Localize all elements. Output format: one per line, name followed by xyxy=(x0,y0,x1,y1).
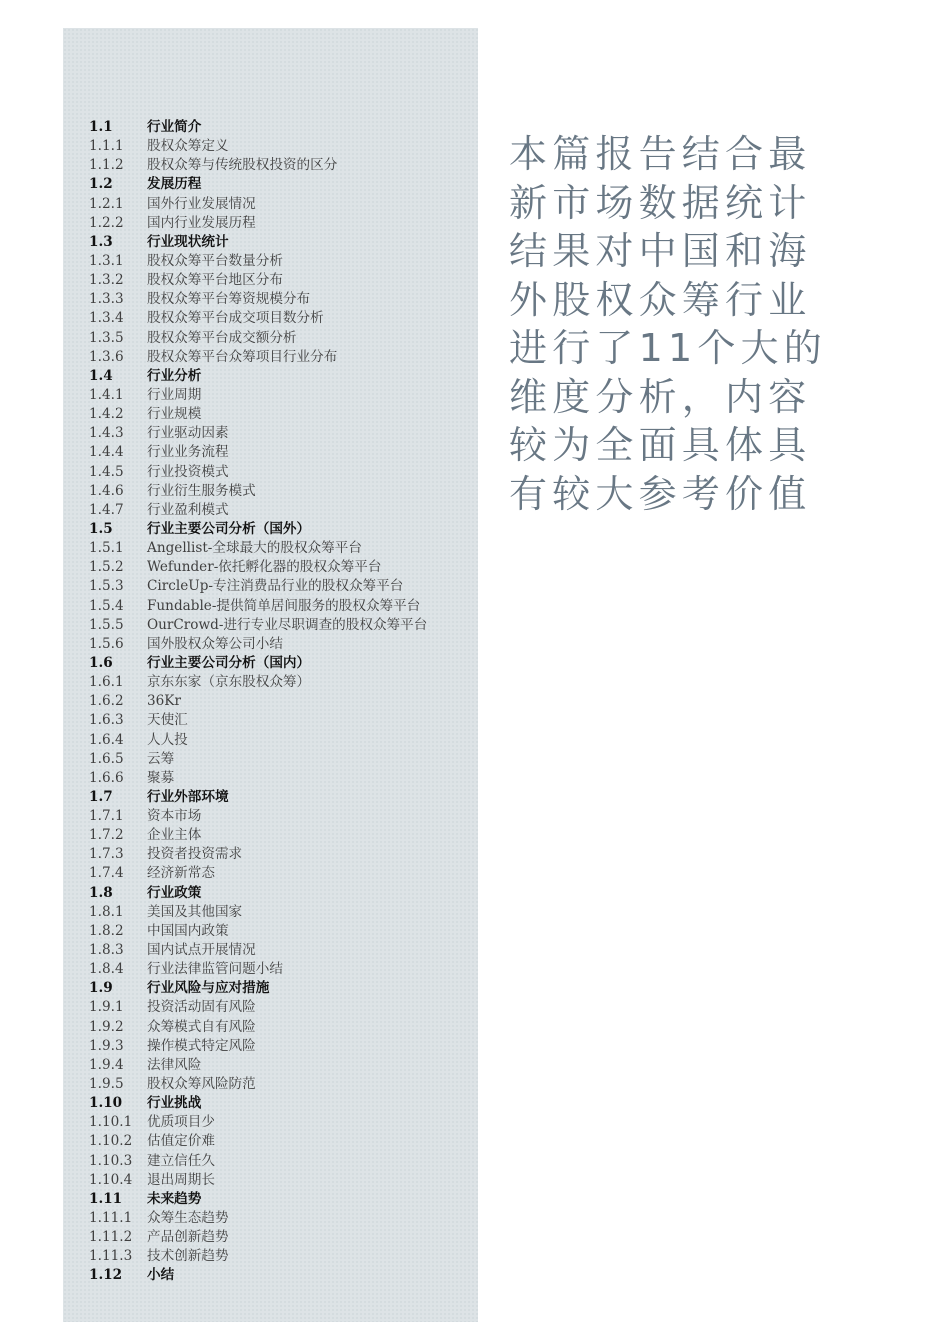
toc-entry-number: 1.4.3 xyxy=(89,425,124,442)
toc-entry-title: 行业主要公司分析（国内） xyxy=(147,654,311,671)
toc-entry xyxy=(89,195,474,214)
toc-entry-title: 投资者投资需求 xyxy=(147,846,243,863)
toc-entry xyxy=(89,137,474,156)
toc-section-heading xyxy=(89,1094,474,1113)
toc-entry xyxy=(89,424,474,443)
toc-entry-title: 企业主体 xyxy=(147,827,202,844)
toc-entry-number: 1.5.3 xyxy=(89,578,124,595)
toc-entry-number: 1.5.2 xyxy=(89,559,124,576)
toc-entry-number: 1.10.4 xyxy=(89,1171,133,1188)
toc-entry-title: 股权众筹平台筹资规模分布 xyxy=(147,291,311,308)
toc-entry-number: 1.6.4 xyxy=(89,731,124,748)
toc-entry-title: 优质项目少 xyxy=(147,1114,215,1131)
toc-entry-title: 云筹 xyxy=(147,750,175,767)
toc-entry-title: 行业驱动因素 xyxy=(147,425,229,442)
toc-entry-title: 股权众筹风险防范 xyxy=(147,1076,256,1093)
toc-entry-number: 1.3 xyxy=(89,233,113,250)
toc-entry xyxy=(89,692,474,711)
toc-entry xyxy=(89,558,474,577)
toc-entry-title: OurCrowd-进行专业尽职调查的股权众筹平台 xyxy=(147,616,428,633)
toc-entry xyxy=(89,731,474,750)
toc-entry xyxy=(89,597,474,616)
toc-entry-number: 1.4.5 xyxy=(89,463,124,480)
toc-entry-title: 投资活动固有风险 xyxy=(147,999,256,1016)
toc-entry xyxy=(89,1152,474,1171)
toc-entry-title: 行业外部环境 xyxy=(147,788,229,805)
toc-section-heading xyxy=(89,175,474,194)
toc-entry xyxy=(89,673,474,692)
toc-entry-number: 1.9.3 xyxy=(89,1037,124,1054)
toc-entry xyxy=(89,271,474,290)
toc-entry xyxy=(89,922,474,941)
toc-entry-number: 1.5.6 xyxy=(89,635,124,652)
toc-entry-number: 1.8.2 xyxy=(89,922,124,939)
toc-entry-title: 聚募 xyxy=(147,769,175,786)
toc-entry xyxy=(89,539,474,558)
toc-entry-number: 1.2.1 xyxy=(89,195,124,212)
toc-entry xyxy=(89,769,474,788)
toc-entry xyxy=(89,960,474,979)
toc-entry-number: 1.7.2 xyxy=(89,827,124,844)
toc-entry-number: 1.5 xyxy=(89,520,113,537)
toc-entry-title: 发展历程 xyxy=(147,176,202,193)
toc-entry-title: 人人投 xyxy=(147,731,188,748)
toc-entry xyxy=(89,1247,474,1266)
toc-entry-number: 1.4.4 xyxy=(89,444,124,461)
toc-entry-title: 未来趋势 xyxy=(147,1190,202,1207)
toc-section-heading xyxy=(89,233,474,252)
toc-section-heading xyxy=(89,884,474,903)
toc-entry-title: 行业分析 xyxy=(147,367,202,384)
toc-entry-number: 1.4.1 xyxy=(89,386,124,403)
toc-entry-number: 1.7 xyxy=(89,788,113,805)
report-summary: 本篇报告结合最新市场数据统计结果对中国和海外股权众筹行业进行了11个大的维度分析，内容较为全面具体具有较大参考价值 xyxy=(509,132,827,516)
toc-entry-title: 美国及其他国家 xyxy=(147,903,243,920)
toc-entry xyxy=(89,329,474,348)
toc-entry-title: 国外行业发展情况 xyxy=(147,195,256,212)
toc-entry-number: 1.7.4 xyxy=(89,865,124,882)
toc-entry-number: 1.9.2 xyxy=(89,1018,124,1035)
toc-entry-number: 1.9.5 xyxy=(89,1076,124,1093)
toc-entry-title: 股权众筹定义 xyxy=(147,138,229,155)
toc-entry xyxy=(89,1228,474,1247)
toc-entry-title: 行业主要公司分析（国外） xyxy=(147,520,311,537)
toc-entry-title: 行业投资模式 xyxy=(147,463,229,480)
toc-entry-number: 1.8.1 xyxy=(89,903,124,920)
toc-entry xyxy=(89,405,474,424)
toc-entry-title: 股权众筹平台地区分布 xyxy=(147,272,283,289)
toc-entry-title: 行业衍生服务模式 xyxy=(147,482,256,499)
toc-entry-number: 1.2.2 xyxy=(89,214,124,231)
toc-entry xyxy=(89,941,474,960)
toc-entry-title: 行业现状统计 xyxy=(147,233,229,250)
toc-entry-number: 1.10.3 xyxy=(89,1152,133,1169)
toc-entry-title: 行业法律监管问题小结 xyxy=(147,961,283,978)
toc-entry xyxy=(89,577,474,596)
toc-entry xyxy=(89,1018,474,1037)
toc-entry-number: 1.6.1 xyxy=(89,674,124,691)
toc-entry-title: 股权众筹平台数量分析 xyxy=(147,252,283,269)
toc-entry-title: 京东东家（京东股权众筹） xyxy=(147,674,311,691)
toc-entry-title: 产品创新趋势 xyxy=(147,1229,229,1246)
table-of-contents xyxy=(89,118,474,1286)
toc-entry-number: 1.5.1 xyxy=(89,540,124,557)
toc-entry-title: 股权众筹平台众筹项目行业分布 xyxy=(147,348,338,365)
toc-entry-number: 1.3.1 xyxy=(89,252,124,269)
toc-entry-title: 行业简介 xyxy=(147,119,202,135)
toc-entry-number: 1.3.2 xyxy=(89,272,124,289)
toc-entry xyxy=(89,807,474,826)
toc-entry-number: 1.4 xyxy=(89,367,113,384)
toc-section-heading xyxy=(89,520,474,539)
toc-entry-number: 1.1.2 xyxy=(89,157,124,174)
toc-entry xyxy=(89,711,474,730)
toc-entry xyxy=(89,1075,474,1094)
toc-entry xyxy=(89,903,474,922)
toc-entry-title: Fundable-提供简单居间服务的股权众筹平台 xyxy=(147,597,421,614)
toc-entry-title: Wefunder-依托孵化器的股权众筹平台 xyxy=(147,559,382,576)
toc-section-heading xyxy=(89,1190,474,1209)
toc-entry xyxy=(89,501,474,520)
toc-entry xyxy=(89,214,474,233)
toc-entry-number: 1.6.5 xyxy=(89,750,124,767)
toc-entry-title: 建立信任久 xyxy=(147,1152,215,1169)
toc-entry-number: 1.4.6 xyxy=(89,482,124,499)
toc-entry-number: 1.4.7 xyxy=(89,501,124,518)
toc-entry-title: 股权众筹平台成交项目数分析 xyxy=(147,310,324,327)
toc-entry-number: 1.9 xyxy=(89,980,113,997)
toc-entry-number: 1.7.1 xyxy=(89,808,124,825)
toc-entry-number: 1.3.5 xyxy=(89,329,124,346)
toc-entry-number: 1.1.1 xyxy=(89,138,124,155)
toc-entry xyxy=(89,1132,474,1151)
toc-entry-title: 行业挑战 xyxy=(147,1095,202,1112)
toc-entry-title: 行业风险与应对措施 xyxy=(147,980,270,997)
toc-entry xyxy=(89,386,474,405)
toc-entry xyxy=(89,309,474,328)
toc-section-heading xyxy=(89,654,474,673)
toc-entry-number: 1.6 xyxy=(89,654,113,671)
toc-section-heading xyxy=(89,367,474,386)
toc-entry-number: 1.11.3 xyxy=(89,1248,133,1265)
toc-entry-title: 国外股权众筹公司小结 xyxy=(147,635,283,652)
toc-entry xyxy=(89,864,474,883)
toc-entry-number: 1.2 xyxy=(89,176,113,193)
toc-entry-number: 1.12 xyxy=(89,1267,123,1284)
toc-entry-title: 行业周期 xyxy=(147,386,202,403)
toc-entry-title: 天使汇 xyxy=(147,712,188,729)
toc-entry-number: 1.10.2 xyxy=(89,1133,133,1150)
toc-entry xyxy=(89,463,474,482)
toc-section-heading xyxy=(89,1266,474,1285)
toc-entry-title: 技术创新趋势 xyxy=(147,1248,229,1265)
toc-entry xyxy=(89,998,474,1017)
toc-entry-number: 1.4.2 xyxy=(89,406,124,423)
toc-entry-title: 行业规模 xyxy=(147,406,202,423)
toc-entry-title: 股权众筹与传统股权投资的区分 xyxy=(147,157,338,174)
toc-entry-title: 估值定价难 xyxy=(147,1133,215,1150)
toc-entry-number: 1.11 xyxy=(89,1190,123,1207)
toc-entry-number: 1.5.4 xyxy=(89,597,124,614)
toc-entry-title: 国内行业发展历程 xyxy=(147,214,256,231)
toc-entry-title: 行业政策 xyxy=(147,884,202,901)
toc-entry-number: 1.6.3 xyxy=(89,712,124,729)
toc-entry xyxy=(89,1056,474,1075)
toc-entry-title: 36Kr xyxy=(147,693,181,710)
toc-entry xyxy=(89,635,474,654)
toc-entry-title: 操作模式特定风险 xyxy=(147,1037,256,1054)
toc-entry xyxy=(89,826,474,845)
toc-entry-number: 1.7.3 xyxy=(89,846,124,863)
toc-entry-number: 1.8.3 xyxy=(89,942,124,959)
toc-section-heading xyxy=(89,788,474,807)
toc-entry-number: 1.8 xyxy=(89,884,113,901)
toc-entry-number: 1.5.5 xyxy=(89,616,124,633)
toc-entry xyxy=(89,1209,474,1228)
toc-entry xyxy=(89,1171,474,1190)
toc-entry xyxy=(89,845,474,864)
toc-entry xyxy=(89,252,474,271)
toc-entry xyxy=(89,750,474,769)
toc-section-heading xyxy=(89,118,474,137)
toc-entry-title: CircleUp-专注消费品行业的股权众筹平台 xyxy=(147,578,404,595)
toc-entry-number: 1.8.4 xyxy=(89,961,124,978)
toc-entry-number: 1.6.6 xyxy=(89,769,124,786)
toc-entry xyxy=(89,482,474,501)
toc-entry xyxy=(89,1037,474,1056)
toc-entry-title: 众筹生态趋势 xyxy=(147,1210,229,1227)
toc-entry-title: 行业盈利模式 xyxy=(147,501,229,518)
toc-entry-title: 小结 xyxy=(147,1267,175,1284)
toc-entry-number: 1.9.4 xyxy=(89,1056,124,1073)
toc-entry-number: 1.6.2 xyxy=(89,693,124,710)
toc-entry-number: 1.11.1 xyxy=(89,1210,133,1227)
toc-entry-title: 资本市场 xyxy=(147,808,202,825)
toc-entry-title: 众筹模式自有风险 xyxy=(147,1018,256,1035)
toc-entry xyxy=(89,443,474,462)
toc-entry-title: 经济新常态 xyxy=(147,865,215,882)
toc-entry-number: 1.10 xyxy=(89,1095,123,1112)
toc-entry-number: 1.11.2 xyxy=(89,1229,133,1246)
toc-section-heading xyxy=(89,979,474,998)
toc-entry-title: Angellist-全球最大的股权众筹平台 xyxy=(147,540,362,557)
toc-entry-title: 股权众筹平台成交额分析 xyxy=(147,329,297,346)
toc-entry-number: 1.9.1 xyxy=(89,999,124,1016)
toc-entry-title: 法律风险 xyxy=(147,1056,202,1073)
toc-entry-title: 行业业务流程 xyxy=(147,444,229,461)
toc-entry-number: 1.10.1 xyxy=(89,1114,133,1131)
toc-entry-title: 中国国内政策 xyxy=(147,922,229,939)
toc-entry xyxy=(89,616,474,635)
toc-entry xyxy=(89,1113,474,1132)
toc-entry-title: 国内试点开展情况 xyxy=(147,942,256,959)
toc-entry-number: 1.3.4 xyxy=(89,310,124,327)
toc-entry-number: 1.3.6 xyxy=(89,348,124,365)
toc-entry xyxy=(89,348,474,367)
toc-entry-number: 1.3.3 xyxy=(89,291,124,308)
toc-entry xyxy=(89,156,474,175)
toc-entry-number: 1.1 xyxy=(89,119,113,135)
toc-entry-title: 退出周期长 xyxy=(147,1171,215,1188)
toc-entry xyxy=(89,290,474,309)
